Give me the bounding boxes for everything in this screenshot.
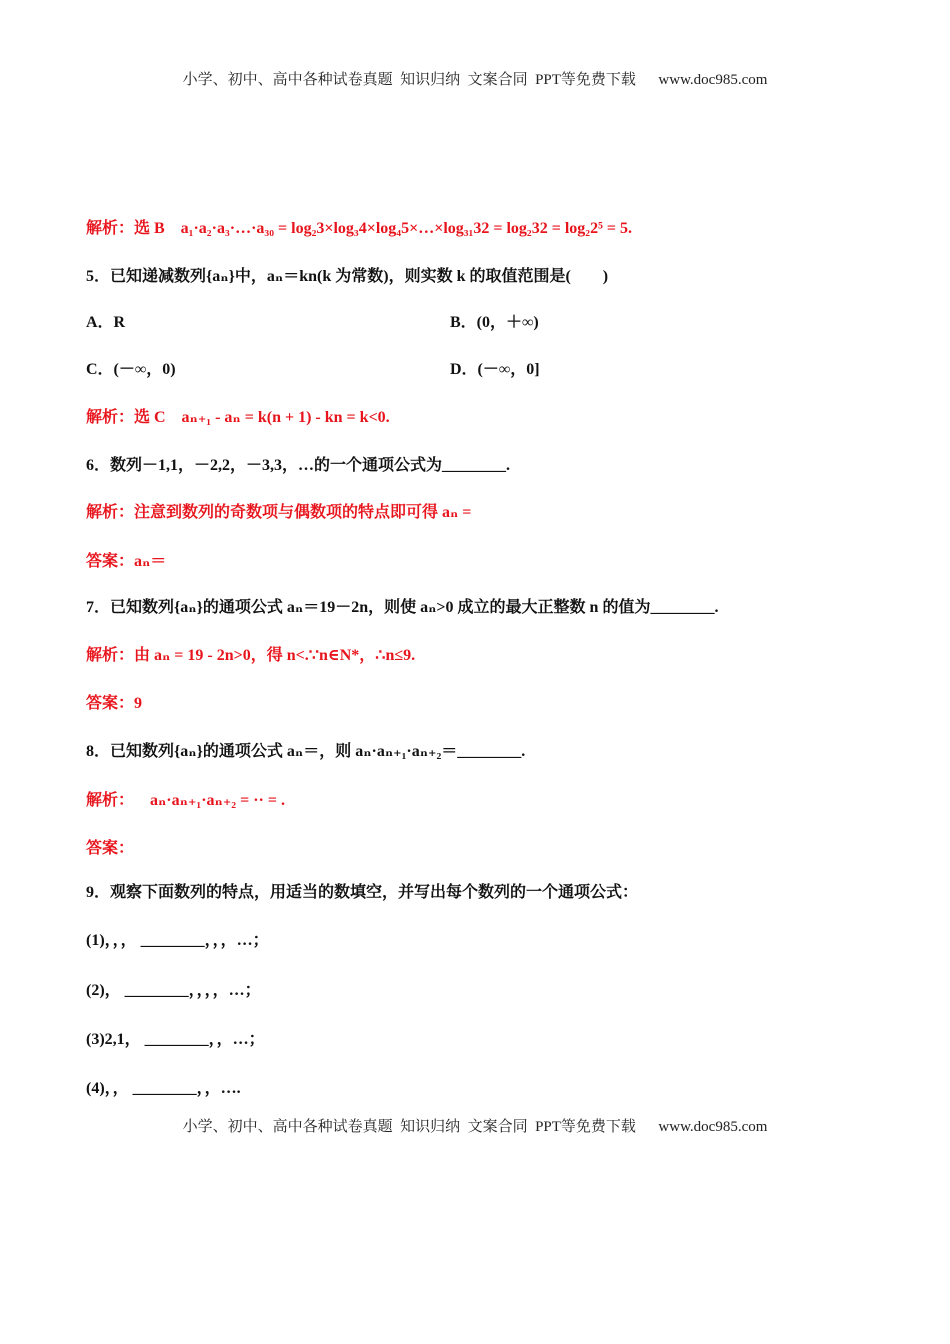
option-c: C．(－∞，0) [86, 361, 176, 378]
question-9-part-4: (4)，， ________，，…. [86, 1080, 241, 1097]
solution-q6: 解析：注意到数列的奇数项与偶数项的特点即可得 aₙ = [86, 504, 472, 521]
page-footer: 小学、初中、高中各种试卷真题 知识归纳 文案合同 PPT等免费下载 www.doc985.com [182, 1119, 768, 1135]
question-9: 9．观察下面数列的特点，用适当的数填空，并写出每个数列的一个通项公式： [86, 884, 639, 901]
question-9-part-2: (2)， ________，，，，…； [86, 982, 261, 999]
option-d: D．(－∞，0] [450, 361, 540, 378]
page-header: 小学、初中、高中各种试卷真题 知识归纳 文案合同 PPT等免费下载 www.doc985.com [182, 72, 768, 88]
solution-q5: 解析：选 C aₙ₊₁ - aₙ = k(n + 1) - kn = k<0. [86, 409, 390, 426]
question-9-part-3: (3)2,1， ________，，…； [86, 1031, 265, 1048]
answer-q6: 答案：aₙ＝ [86, 553, 167, 570]
option-a: A．R [86, 314, 126, 331]
answer-q7: 答案：9 [86, 695, 143, 712]
question-8: 8．已知数列{aₙ}的通项公式 aₙ＝，则 aₙ·aₙ₊₁·aₙ₊₂＝________. [86, 743, 526, 760]
solution-q8: 解析： aₙ·aₙ₊₁·aₙ₊₂ = ·· = . [86, 792, 285, 809]
question-9-part-1: (1)，，， ________，，，…； [86, 932, 269, 949]
question-5: 5．已知递减数列{aₙ}中，aₙ＝kn(k 为常数)，则实数 k 的取值范围是( ) [86, 268, 609, 285]
question-6: 6．数列－1,1，－2,2，－3,3，…的一个通项公式为________. [86, 457, 511, 474]
answer-q8: 答案： [86, 840, 135, 857]
solution-q7: 解析：由 aₙ = 19 - 2n>0，得 n<.∵n∈N*，∴n≤9. [86, 647, 416, 664]
option-b: B．(0，＋∞) [450, 314, 539, 331]
solution-q4: 解析：选 B a₁·a₂·a₃·…·a₃₀ = log₂3×log₃4×log₄5×…×log₃₁32 = log₂32 = log₂2⁵ = 5. [86, 220, 632, 237]
question-7: 7．已知数列{aₙ}的通项公式 aₙ＝19－2n，则使 aₙ>0 成立的最大正整数 n 的值为________. [86, 599, 719, 616]
